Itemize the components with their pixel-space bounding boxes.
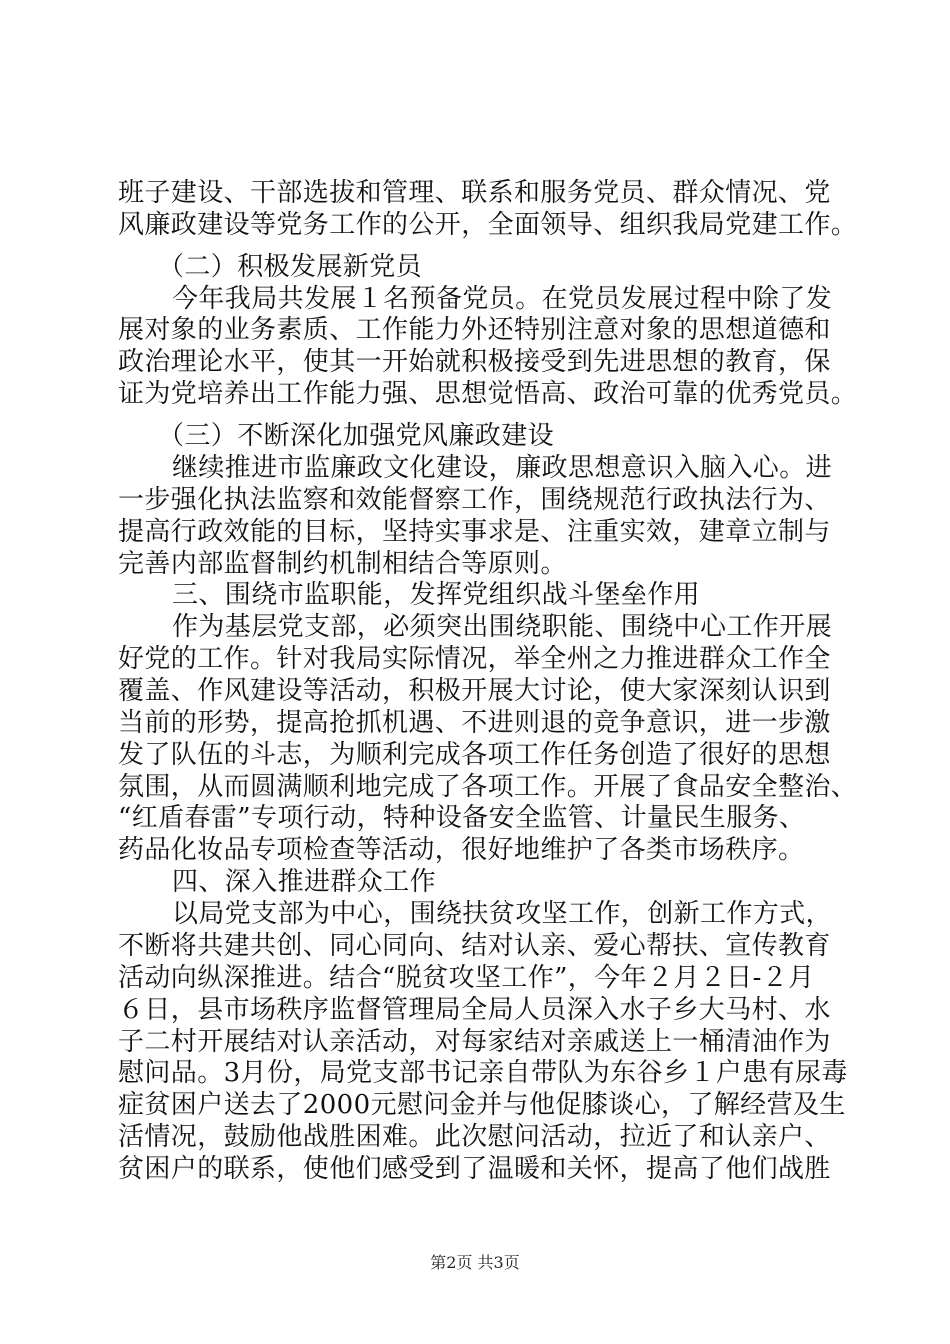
body-text-line: 班子建设、干部选拔和管理、联系和服务党员、群众情况、党 [118,178,831,208]
body-text-line: 慰问品。3月份，局党支部书记亲自带队为东谷乡１户患有尿毒 [118,1058,848,1089]
body-text-line: 以局党支部为中心，围绕扶贫攻坚工作，创新工作方式， [172,899,833,930]
page-number-footer: 第2页 共3页 [430,1253,520,1272]
section-heading: 四、深入推进群众工作 [172,867,437,898]
body-text-line: 活动向纵深推进。结合“脱贫攻坚工作”，今年２月２日-２月 [118,962,815,993]
body-text-line: 氛围，从而圆满顺利地完成了各项工作。开展了食品安全整治、 [118,771,858,802]
body-text-line: 药品化妆品专项检查等活动，很好地维护了各类市场秩序。 [118,835,805,866]
body-text-line: 完善内部监督制约机制相结合等原则。 [118,548,567,579]
body-text-line: 证为党培养出工作能力强、思想觉悟高、政治可靠的优秀党员。 [118,379,858,410]
body-text-line: 展对象的业务素质、工作能力外还特别注意对象的思想道德和 [118,315,831,346]
body-text-line: 今年我局共发展１名预备党员。在党员发展过程中除了发 [172,283,833,314]
body-text-line: 活情况，鼓励他战胜困难。此次慰问活动，拉近了和认亲户、 [118,1122,831,1153]
body-text-line: 不断将共建共创、同心同向、结对认亲、爱心帮扶、宣传教育 [118,930,831,961]
body-text-line: 子二村开展结对认亲活动，对每家结对亲戚送上一桶清油作为 [118,1026,831,1057]
body-text-line: 作为基层党支部，必须突出围绕职能、围绕中心工作开展 [172,612,833,643]
body-text-line: 症贫困户送去了2000元慰问金并与他促膝谈心，了解经营及生 [118,1090,846,1121]
body-text-line: 一步强化执法监察和效能督察工作，围绕规范行政执法行为、 [118,484,831,515]
body-text-line: 发了队伍的斗志，为顺利完成各项工作任务创造了很好的思想 [118,739,831,770]
body-text-line: ６日，县市场秩序监督管理局全局人员深入水子乡大马村、水 [118,994,831,1025]
body-text-line: 政治理论水平，使其一开始就积极接受到先进思想的教育，保 [118,347,831,378]
body-text-line: 当前的形势，提高抢抓机遇、不进则退的竞争意识，进一步激 [118,707,831,738]
body-text-line: “红盾春雷”专项行动，特种设备安全监管、计量民生服务、 [118,803,806,834]
section-heading: 三、围绕市监职能，发挥党组织战斗堡垒作用 [172,580,701,611]
section-heading: （三）不断深化加强党风廉政建设 [158,421,555,452]
section-heading: （二）积极发展新党员 [158,251,423,282]
body-text-line: 风廉政建设等党务工作的公开，全面领导、组织我局党建工作。 [118,209,858,240]
body-text-line: 好党的工作。针对我局实际情况，举全州之力推进群众工作全 [118,644,831,675]
body-text-line: 提高行政效能的目标，坚持实事求是、注重实效，建章立制与 [118,516,831,547]
body-text-line: 覆盖、作风建设等活动，积极开展大讨论，使大家深刻认识到 [118,676,831,706]
body-text-line: 继续推进市监廉政文化建设，廉政思想意识入脑入心。进 [172,452,833,483]
body-text-line: 贫困户的联系，使他们感受到了温暖和关怀，提高了他们战胜 [118,1154,831,1184]
